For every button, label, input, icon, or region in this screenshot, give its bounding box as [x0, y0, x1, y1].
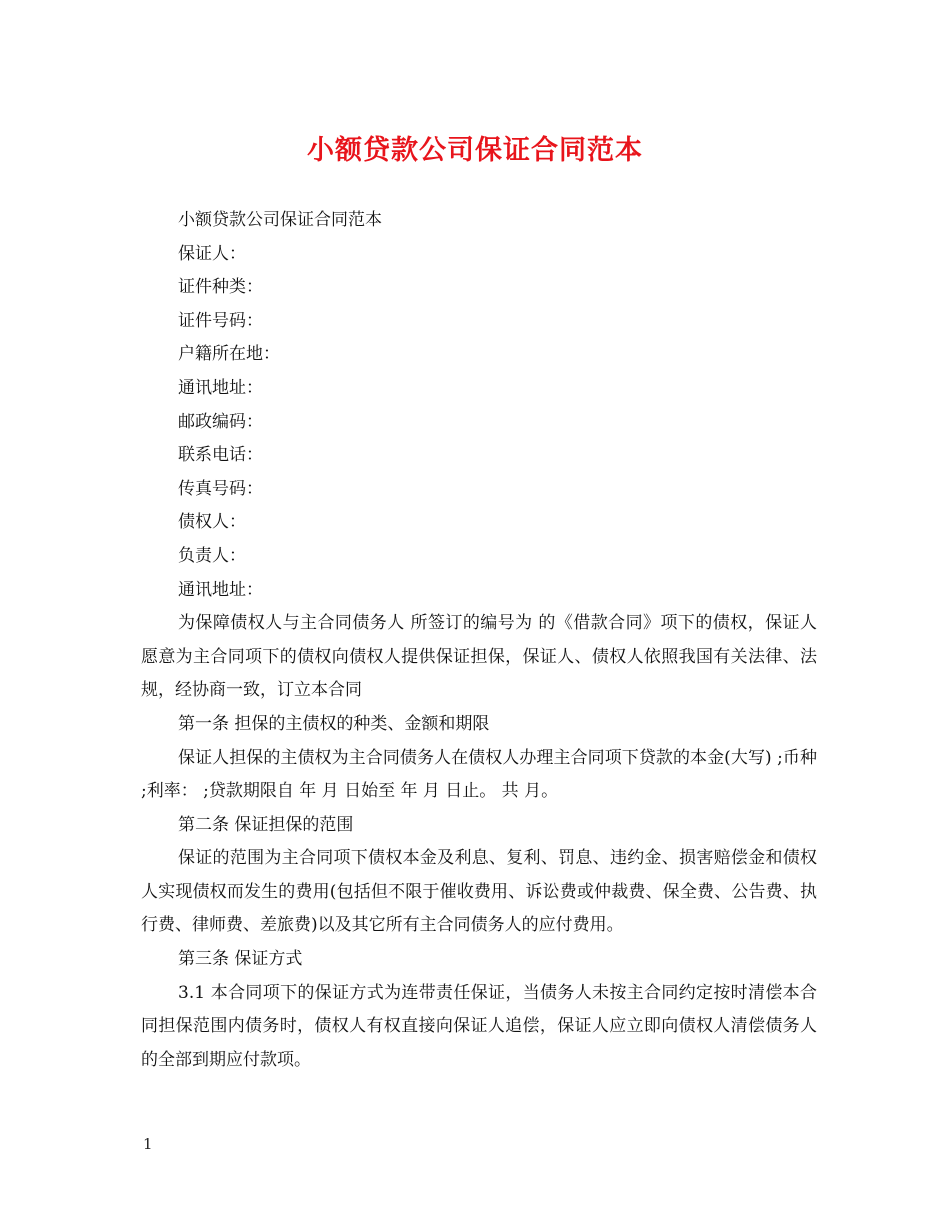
field-guarantor: 保证人：: [178, 243, 246, 264]
field-responsible-person: 负责人：: [178, 545, 246, 566]
field-household-location: 户籍所在地：: [178, 344, 280, 365]
document-subtitle: 小额贷款公司保证合同范本: [178, 210, 382, 230]
field-mailing-address: 通讯地址：: [178, 377, 263, 398]
field-id-number: 证件号码：: [178, 310, 263, 331]
article-2-heading: 第二条 保证担保的范围: [178, 814, 354, 835]
article-2-paragraph: 保证的范围为主合同项下债权本金及利息、复利、罚息、违约金、损害赔偿金和债权人实现债权而发生的费用(包括但不限于催收费用、诉讼费或仲裁费、保全费、公告费、执行费、律师费、差旅费)以及其它所有主合同债务人的应付费用。: [141, 848, 817, 936]
article-3-paragraph: 3.1 本合同项下的保证方式为连带责任保证，当债务人未按主合同约定按时清偿本合同担保范围内债务时，债权人有权直接向保证人追偿，保证人应立即向债权人清偿债务人的全部到期应付款项。: [141, 982, 817, 1070]
article-3-heading: 第三条 保证方式: [178, 949, 303, 970]
field-creditor-address: 通讯地址：: [178, 579, 263, 600]
field-phone: 联系电话：: [178, 445, 263, 466]
page-number: 1: [143, 1135, 153, 1153]
intro-paragraph: 为保障债权人与主合同债务人 所签订的编号为 的《借款合同》项下的债权，保证人愿意为主合同项下的债权向债权人提供保证担保，保证人、债权人依照我国有关法律、法规，经协商一致，订立本合同: [141, 613, 817, 701]
article-1-heading: 第一条 担保的主债权的种类、金额和期限: [178, 713, 490, 734]
field-fax: 传真号码：: [178, 478, 263, 499]
article-1-paragraph: 保证人担保的主债权为主合同债务人在债权人办理主合同项下贷款的本金(大写) ;币种 ;利率： ;贷款期限自 年 月 日始至 年 月 日止。 共 月。: [141, 747, 817, 802]
document-title: 小额贷款公司保证合同范本: [307, 135, 643, 166]
field-creditor: 债权人：: [178, 512, 246, 533]
field-postal-code: 邮政编码：: [178, 411, 263, 432]
document-body: [141, 204, 817, 1077]
field-id-type: 证件种类：: [178, 277, 263, 298]
